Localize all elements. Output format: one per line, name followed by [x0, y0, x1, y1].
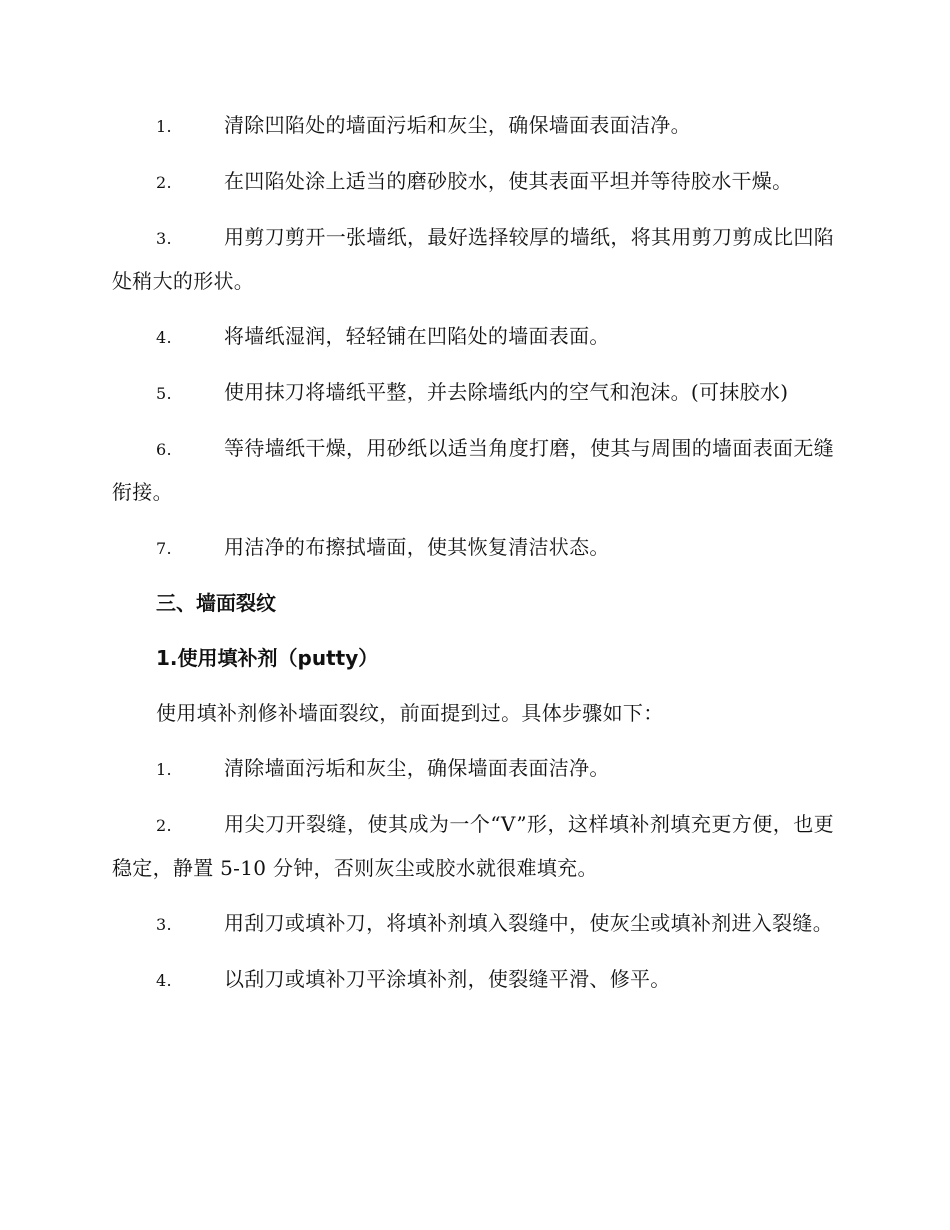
- list-text: 用洁净的布擦拭墙面，使其恢复清洁状态。: [224, 535, 610, 559]
- list-item: [112, 747, 834, 791]
- list-number: 6.: [156, 440, 172, 459]
- list-text: 将墙纸湿润，轻轻铺在凹陷处的墙面表面。: [224, 324, 610, 348]
- sub-heading: 1.使用填补剂（putty）: [156, 646, 379, 670]
- section-heading: 三、墙面裂纹: [156, 591, 276, 615]
- list-item: [112, 526, 834, 570]
- list-item: [112, 958, 834, 1002]
- list-number: 7.: [156, 539, 172, 558]
- list-number: 3.: [156, 915, 172, 934]
- list-item: [112, 315, 834, 359]
- list-text: 等待墙纸干燥，用砂纸以适当角度打磨，使其与周围的墙面表面无缝衔接。: [112, 436, 834, 504]
- list-text: 使用抹刀将墙纸平整，并去除墙纸内的空气和泡沫。(可抹胶水): [224, 380, 789, 404]
- list-text: 在凹陷处涂上适当的磨砂胶水，使其表面平坦并等待胶水干燥。: [224, 169, 793, 193]
- list-text: 清除凹陷处的墙面污垢和灰尘，确保墙面表面洁净。: [224, 113, 691, 137]
- list-item: [112, 902, 834, 946]
- list-number: 2.: [156, 816, 172, 835]
- list-number: 1.: [156, 117, 172, 136]
- list-item: [112, 216, 834, 303]
- list-item: [112, 427, 834, 514]
- list-number: 3.: [156, 229, 172, 248]
- list-text: 以刮刀或填补刀平涂填补剂，使裂缝平滑、修平。: [224, 967, 671, 991]
- list-text: 清除墙面污垢和灰尘，确保墙面表面洁净。: [224, 756, 610, 780]
- list-number: 4.: [156, 971, 172, 990]
- list-text: 用刮刀或填补刀，将填补剂填入裂缝中，使灰尘或填补剂进入裂缝。: [224, 911, 833, 935]
- document-body: [112, 104, 834, 1014]
- list-text: 用剪刀剪开一张墙纸，最好选择较厚的墙纸，将其用剪刀剪成比凹陷处稍大的形状。: [112, 225, 834, 293]
- list-number: 4.: [156, 328, 172, 347]
- list-item: [112, 371, 834, 415]
- list-text: 用尖刀开裂缝，使其成为一个“V”形，这样填补剂填充更方便，也更稳定，静置 5-10 分钟，否则灰尘或胶水就很难填充。: [112, 812, 834, 880]
- intro-paragraph: 使用填补剂修补墙面裂纹，前面提到过。具体步骤如下：: [156, 701, 664, 725]
- list-number: 2.: [156, 173, 172, 192]
- list-number: 5.: [156, 384, 172, 403]
- list-item: [112, 803, 834, 890]
- list-item: [112, 160, 834, 204]
- list-number: 1.: [156, 760, 172, 779]
- list-item: [112, 104, 834, 148]
